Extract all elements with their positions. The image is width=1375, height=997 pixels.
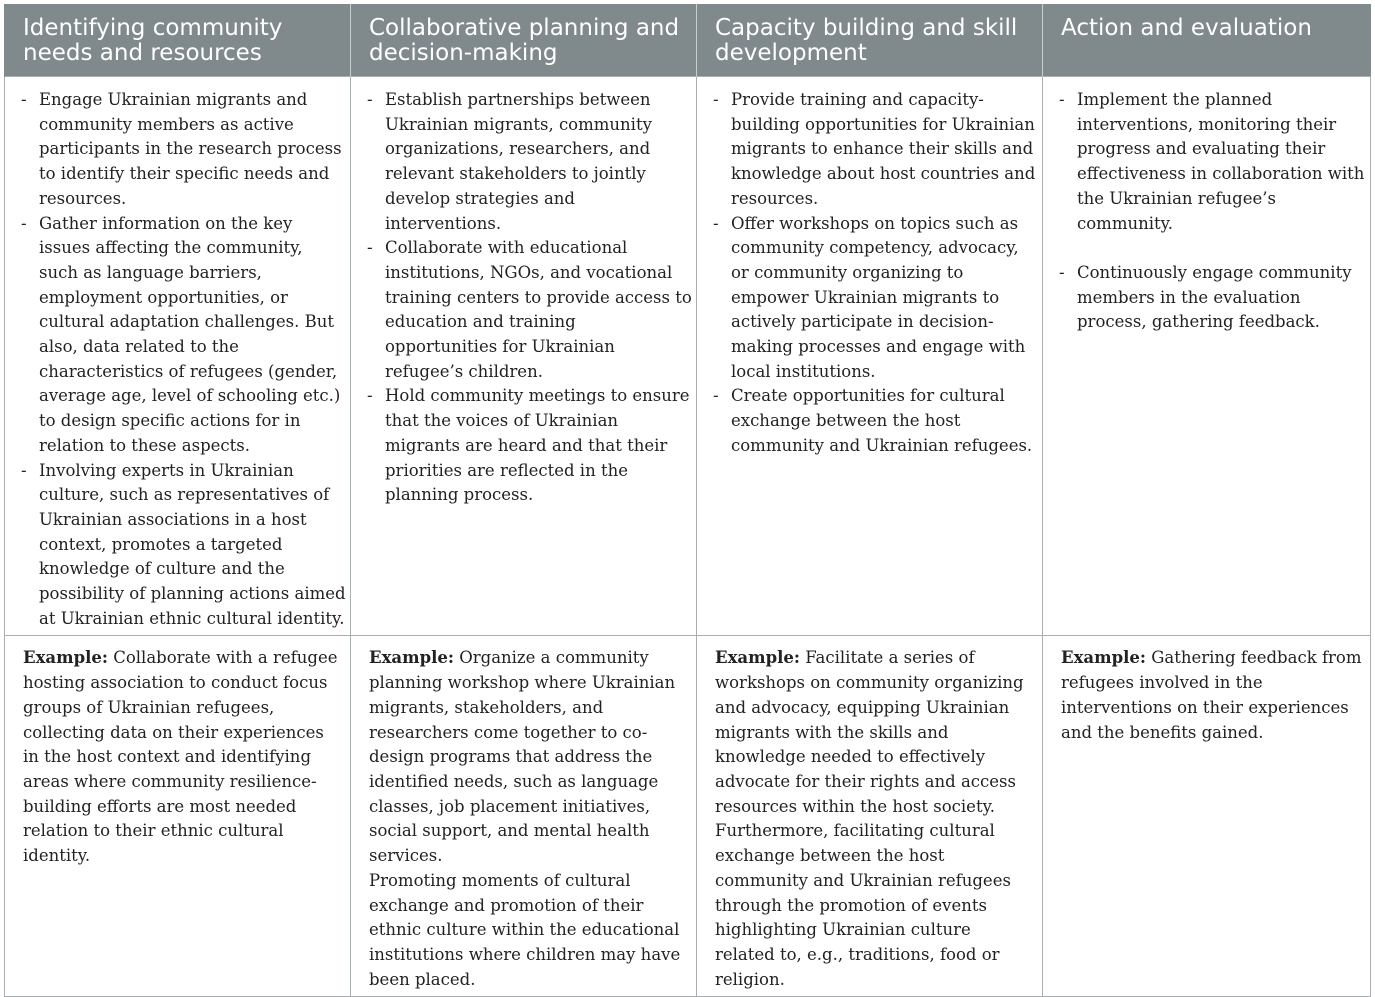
bullets-cell-1 [5, 77, 351, 636]
header-row [5, 4, 1371, 77]
examples-row [5, 636, 1371, 997]
example-label: Example: [23, 648, 108, 668]
example-text [23, 646, 342, 868]
bullets-row [5, 77, 1371, 636]
example-label: Example: [1061, 648, 1146, 668]
list-item: - Continuously engage community members in the evaluation process, gathering feedback. [1059, 261, 1366, 335]
example-text [715, 646, 1034, 992]
example-body: Collaborate with a refugee hosting association to conduct focus groups of Ukrainian refugees, collecting data on their experiences in the host context and identifying areas where community resilience-building efforts are most needed relation to their ethnic cultural identity. [23, 648, 338, 866]
example-cell-3 [697, 636, 1043, 997]
example-text [369, 646, 688, 868]
bullet-list [713, 88, 1038, 459]
list-item: - Engage Ukrainian migrants and community members as active participants in the research process to identify their specific needs and resources. [21, 88, 346, 212]
bullet-list [21, 88, 346, 631]
list-item: - Involving experts in Ukrainian culture, such as representatives of Ukrainian associations in a host context, promotes a targeted knowledge of culture and the possibility of planning actions aimed at Ukrainian ethnic cultural identity. [21, 459, 346, 632]
bullet-list [367, 88, 692, 508]
header-identifying-needs: Identifying community needs and resources [5, 4, 351, 77]
example-text-continued: Promoting moments of cultural exchange and promotion of their ethnic culture within the educational institutions where children may have been placed. [369, 870, 681, 989]
list-item: - Implement the planned interventions, monitoring their progress and evaluating their effectiveness in collaboration with the Ukrainian refugee’s community. [1059, 88, 1366, 236]
header-capacity-building: Capacity building and skill development [697, 4, 1043, 77]
list-item: - Create opportunities for cultural exchange between the host community and Ukrainian refugees. [713, 384, 1038, 458]
example-text [1061, 646, 1362, 745]
header-action-evaluation: Action and evaluation [1043, 4, 1371, 77]
header-collaborative-planning: Collaborative planning and decision-making [351, 4, 697, 77]
bullets-cell-4 [1043, 77, 1371, 636]
example-body: Gathering feedback from refugees involved in the interventions on their experiences and the benefits gained. [1061, 648, 1362, 742]
example-cell-1 [5, 636, 351, 997]
list-item: - Gather information on the key issues affecting the community, such as language barriers, employment opportunities, or cultural adaptation challenges. But also, data related to the characteristics of refugees (gender, average age, level of schooling etc.) to design specific actions for in relation to these aspects. [21, 212, 346, 459]
example-label: Example: [715, 648, 800, 668]
bullets-cell-3 [697, 77, 1043, 636]
example-body: Facilitate a series of workshops on community organizing and advocacy, equipping Ukrainian migrants with the skills and knowledge needed to effectively advocate for their rights and access resources within the host society. Furthermore, facilitating cultural exchange between the host community and Ukrainian refugees through the promotion of events highlighting Ukrainian culture related to, e.g., traditions, food or religion. [715, 648, 1024, 989]
list-item: - Offer workshops on topics such as community competency, advocacy, or community organizing to empower Ukrainian migrants to actively participate in decision-making processes and engage with local institutions. [713, 212, 1038, 385]
bullets-cell-2 [351, 77, 697, 636]
bullet-list [1059, 88, 1366, 335]
example-cell-2 [351, 636, 697, 997]
example-cell-4 [1043, 636, 1371, 997]
list-item: - Hold community meetings to ensure that the voices of Ukrainian migrants are heard and that their priorities are reflected in the planning process. [367, 384, 692, 508]
example-label: Example: [369, 648, 454, 668]
list-item: - Establish partnerships between Ukrainian migrants, community organizations, researchers, and relevant stakeholders to jointly develop strategies and interventions. [367, 88, 692, 236]
example-body: Organize a community planning workshop where Ukrainian migrants, stakeholders, and researchers come together to co-design programs that address the identified needs, such as language classes, job placement initiatives, social support, and mental health services. [369, 648, 676, 866]
framework-table [4, 4, 1371, 997]
list-item: - Collaborate with educational institutions, NGOs, and vocational training centers to provide access to education and training opportunities for Ukrainian refugee’s children. [367, 236, 692, 384]
list-item: - Provide training and capacity-building opportunities for Ukrainian migrants to enhance their skills and knowledge about host countries and resources. [713, 88, 1038, 212]
